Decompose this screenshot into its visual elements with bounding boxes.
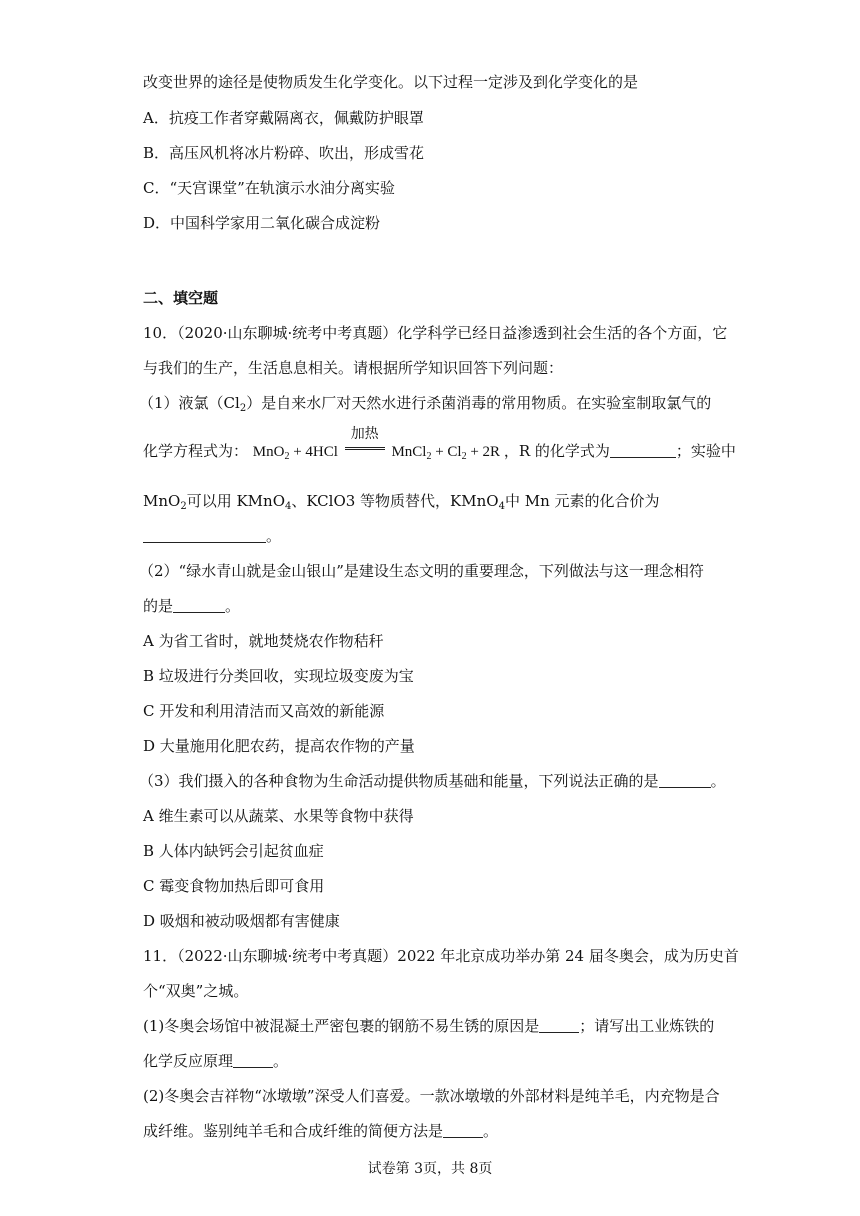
answer-blank-r-formula[interactable]	[610, 442, 676, 458]
answer-blank-fiber-test[interactable]	[443, 1122, 483, 1138]
q10-part2-line2: 的是 。	[143, 597, 241, 615]
q10-part2-option-d: D 大量施用化肥农药，提高农作物的产量	[143, 737, 415, 755]
answer-blank-mn-valence[interactable]	[143, 527, 266, 543]
q10-part3-option-a: A 维生素可以从蔬菜、水果等食物中获得	[143, 807, 414, 825]
q10-part3-option-d: D 吸烟和被动吸烟都有害健康	[143, 912, 340, 930]
q10-part3-line1: （3）我们摄入的各种食物为生命活动提供物质基础和能量，下列说法正确的是 。	[139, 772, 726, 790]
q9-option-b: B．高压风机将冰片粉碎、吹出，形成雪花	[143, 144, 425, 162]
q10-part3-option-c: C 霉变食物加热后即可食用	[143, 877, 325, 895]
q10-part2-option-a: A 为省工省时，就地焚烧农作物秸秆	[143, 632, 384, 650]
section-title: 二、填空题	[143, 289, 219, 307]
q9-option-c: C．“天宫课堂”在轨演示水油分离实验	[143, 179, 395, 197]
q10-part2-option-c: C 开发和利用清洁而又高效的新能源	[143, 702, 385, 720]
q11-part2-line1: (2)冬奥会吉祥物“冰墩墩”深受人们喜爱。一款冰墩墩的外部材料是纯羊毛，内充物是合	[143, 1087, 720, 1105]
q11-intro-line1: 11．（2022·山东聊城·统考中考真题）2022 年北京成功举办第 24 届冬奥会，成为历史首	[143, 947, 739, 965]
q11-part2-line2: 成纤维。鉴别纯羊毛和合成纤维的简便方法是 。	[143, 1122, 499, 1140]
q9-option-a: A．抗疫工作者穿戴隔离衣，佩戴防护眼罩	[143, 109, 424, 127]
q11-intro-line2: 个“双奥”之城。	[143, 982, 249, 1000]
q11-part1-line2: 化学反应原理 。	[143, 1052, 289, 1070]
q10-intro-line2: 与我们的生产，生活息息相关。请根据所学知识回答下列问题：	[143, 359, 564, 377]
q9-option-d: D．中国科学家用二氧化碳合成淀粉	[143, 214, 381, 232]
answer-blank-part3[interactable]	[659, 772, 711, 788]
q11-part1-line1: (1)冬奥会场馆中被混凝土严密包裹的钢筋不易生锈的原因是 ；请写出工业炼铁的	[143, 1017, 715, 1035]
answer-blank-part2[interactable]	[173, 597, 225, 613]
answer-blank-iron-smelting[interactable]	[233, 1052, 273, 1068]
q10-part1-line4: 。	[143, 526, 281, 546]
chemical-equation: MnO$_2$ + 4HCl 加热 MnCl$_2$ + $Cl_2 + 2R$	[252, 427, 501, 462]
q9-stem: 改变世界的途径是使物质发生化学变化。以下过程一定涉及到化学变化的是	[143, 73, 639, 91]
q10-part3-option-b: B 人体内缺钙会引起贫血症	[143, 842, 324, 860]
q10-part2-line1: （2）“绿水青山就是金山银山”是建设生态文明的重要理念，下列做法与这一理念相符	[139, 562, 704, 580]
q10-part2-option-b: B 垃圾进行分类回收，实现垃圾变废为宝	[143, 667, 414, 685]
q10-intro-line1: 10．（2020·山东聊城·统考中考真题）化学科学已经日益渗透到社会生活的各个方面，它	[143, 324, 728, 342]
q10-part1-line1: （1）液氯$(Cl_2)$是自来水厂对天然水进行杀菌消毒的常用物质。在实验室制取氯气的	[139, 394, 712, 414]
heating-condition-arrow: 加热	[345, 442, 385, 456]
answer-blank-rust-reason[interactable]	[539, 1017, 579, 1033]
page-footer: 试卷第 3页，共 8页	[367, 1161, 493, 1177]
q10-equation-line: 化学方程式为： MnO$_2$ + 4HCl 加热 MnCl$_2$ + $Cl_2 + 2R$ ，R 的化学式为 ；实验中	[143, 427, 736, 462]
q10-part1-line3: MnO$_2$可以用 KMnO$_4$、KClO3 等物质替代，KMnO$_4$中 Mn 元素的化合价为	[143, 492, 660, 512]
